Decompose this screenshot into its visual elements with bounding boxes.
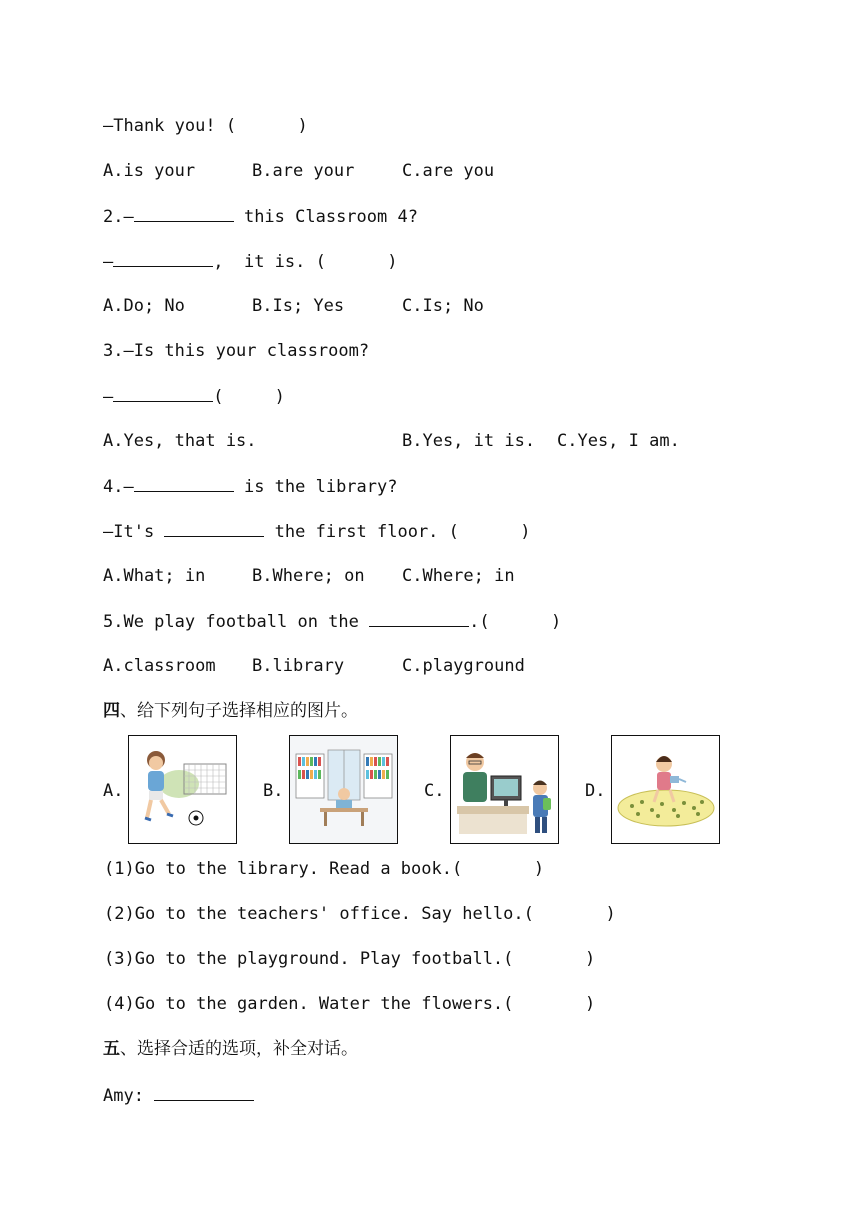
q4-line2 xyxy=(103,520,531,543)
section5-number: 五 xyxy=(103,1039,120,1059)
q2-line1-prefix: 2.— xyxy=(103,207,134,227)
q5-option-c: C.playground xyxy=(402,656,525,676)
section4-number: 四 xyxy=(103,701,120,721)
q2-blank-1 xyxy=(134,205,234,222)
q2-blank-2 xyxy=(113,250,213,267)
q4-blank-1 xyxy=(134,475,234,492)
section4-title: 、给下列句子选择相应的图片。 xyxy=(120,701,358,721)
amy-prefix: Amy: xyxy=(103,1086,155,1106)
section4-sentence-4: (4)Go to the garden. Water the flowers.( ) xyxy=(104,994,596,1014)
q3-blank xyxy=(113,385,213,402)
q4-blank-2 xyxy=(164,520,264,537)
q5-blank xyxy=(369,610,469,627)
amy-line xyxy=(103,1084,254,1107)
amy-blank xyxy=(154,1084,254,1101)
q3-option-a: A.Yes, that is. xyxy=(103,431,257,451)
section5-heading xyxy=(103,1038,358,1060)
q2-option-b: B.Is; Yes xyxy=(252,296,345,316)
q2-line1 xyxy=(103,205,418,228)
section4-sentence-3: (3)Go to the playground. Play football.( ) xyxy=(104,949,596,969)
picture-d-garden xyxy=(611,735,720,844)
q4-line1 xyxy=(103,475,397,498)
q2-line2-suffix: , it is. ( ) xyxy=(213,252,398,272)
picture-c-teachers-office xyxy=(450,735,559,844)
q5-line1 xyxy=(103,610,561,633)
q2-line2 xyxy=(103,250,397,273)
q4-option-c: C.Where; in xyxy=(402,566,515,586)
q3-line2-prefix: — xyxy=(103,387,114,407)
q4-option-a: A.What; in xyxy=(103,566,206,586)
section4-heading xyxy=(103,700,358,722)
picture-b-library xyxy=(289,735,398,844)
section4-sentence-1: (1)Go to the library. Read a book.( ) xyxy=(104,859,545,879)
q3-option-c: C.Yes, I am. xyxy=(557,431,680,451)
q2-line1-suffix: this Classroom 4? xyxy=(233,207,418,227)
q2-option-a: A.Do; No xyxy=(103,296,185,316)
picture-a-football xyxy=(128,735,237,844)
q2-option-c: C.Is; No xyxy=(402,296,484,316)
picture-label-c: C. xyxy=(424,781,445,801)
q1-option-c: C.are you xyxy=(402,161,495,181)
q4-option-b: B.Where; on xyxy=(252,566,365,586)
q4-line1-suffix: is the library? xyxy=(233,477,398,497)
q1-answer-line: —Thank you! ( ) xyxy=(103,116,308,136)
q1-option-a: A.is your xyxy=(103,161,196,181)
q3-line1: 3.—Is this your classroom? xyxy=(103,341,370,361)
picture-label-b: B. xyxy=(263,781,284,801)
q5-option-a: A.classroom xyxy=(103,656,216,676)
picture-label-a: A. xyxy=(103,781,124,801)
picture-label-d: D. xyxy=(585,781,606,801)
q2-line2-prefix: — xyxy=(103,252,114,272)
q4-line2-prefix: —It's xyxy=(103,522,165,542)
q3-line2 xyxy=(103,385,285,408)
q3-line2-suffix: ( ) xyxy=(213,387,285,407)
q5-line1-suffix: .( ) xyxy=(469,612,562,632)
q5-option-b: B.library xyxy=(252,656,345,676)
q4-line2-suffix: the first floor. ( ) xyxy=(264,522,531,542)
q3-option-b: B.Yes, it is. xyxy=(402,431,536,451)
section4-sentence-2: (2)Go to the teachers' office. Say hello.( ) xyxy=(104,904,616,924)
section5-title: 、选择合适的选项，补全对话。 xyxy=(120,1039,358,1059)
q4-line1-prefix: 4.— xyxy=(103,477,134,497)
q1-option-b: B.are your xyxy=(252,161,355,181)
q5-line1-prefix: 5.We play football on the xyxy=(103,612,370,632)
